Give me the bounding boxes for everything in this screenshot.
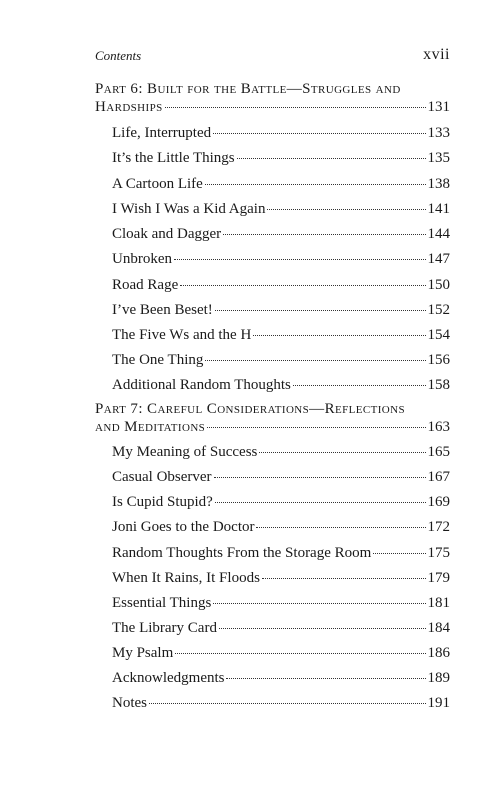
dot-leader — [293, 385, 426, 386]
part-heading — [95, 80, 450, 116]
dot-leader — [262, 578, 426, 579]
toc-entry — [112, 124, 450, 142]
entry-page-number: 133 — [427, 125, 450, 141]
toc-entry — [112, 443, 450, 461]
dot-leader — [256, 527, 425, 528]
dot-leader — [174, 259, 426, 260]
page-number: xvii — [423, 46, 450, 63]
toc-entry — [112, 225, 450, 243]
toc-entry — [112, 175, 450, 193]
entry-page-number: 184 — [427, 620, 450, 636]
dot-leader — [267, 209, 425, 210]
toc-entry — [112, 149, 450, 167]
dot-leader — [149, 703, 426, 704]
entry-title: Unbroken — [112, 251, 172, 267]
dot-leader — [237, 158, 426, 159]
entry-page-number: 165 — [427, 444, 450, 460]
entry-page-number: 167 — [427, 469, 450, 485]
dot-leader — [205, 360, 425, 361]
toc-entry — [112, 619, 450, 637]
toc-entry — [112, 200, 450, 218]
entry-title: Is Cupid Stupid? — [112, 494, 213, 510]
entry-title: Joni Goes to the Doctor — [112, 519, 255, 535]
toc-entry — [112, 569, 450, 587]
entry-title: Casual Observer — [112, 469, 212, 485]
entry-title: It’s the Little Things — [112, 150, 235, 166]
dot-leader — [226, 678, 425, 679]
entry-page-number: 152 — [427, 302, 450, 318]
entry-page-number: 147 — [427, 251, 450, 267]
entry-title: Additional Random Thoughts — [112, 377, 291, 393]
entry-title: My Meaning of Success — [112, 444, 258, 460]
toc-entry — [112, 351, 450, 369]
toc-entry — [112, 518, 450, 536]
dot-leader — [205, 184, 426, 185]
part-page-number: 163 — [427, 419, 450, 435]
entry-title: The Five Ws and the H — [112, 327, 252, 343]
entry-page-number: 169 — [427, 494, 450, 510]
entry-page-number: 181 — [427, 595, 450, 611]
entry-page-number: 138 — [427, 176, 450, 192]
dot-leader — [213, 603, 425, 604]
entry-title: Life, Interrupted — [112, 125, 212, 141]
entry-page-number: 175 — [427, 545, 450, 561]
toc-entry — [112, 669, 450, 687]
entry-page-number: 154 — [427, 327, 450, 343]
dot-leader — [207, 427, 425, 428]
toc-entry — [112, 376, 450, 394]
entry-title: When It Rains, It Floods — [112, 570, 260, 586]
toc-entry — [112, 694, 450, 712]
entry-title: My Psalm — [112, 645, 174, 661]
running-header — [95, 46, 450, 68]
toc-entry — [112, 644, 450, 662]
dot-leader — [253, 335, 425, 336]
part-title-line: and Meditations — [95, 419, 206, 435]
entry-title: A Cartoon Life — [112, 176, 203, 192]
entry-page-number: 189 — [427, 670, 450, 686]
running-head-title: Contents — [95, 48, 142, 63]
entry-title: The Library Card — [112, 620, 217, 636]
entry-title: I Wish I Was a Kid Again — [112, 201, 266, 217]
dot-leader — [259, 452, 425, 453]
entry-title: Random Thoughts From the Storage Room — [112, 545, 372, 561]
entry-page-number: 135 — [427, 150, 450, 166]
entry-page-number: 186 — [427, 645, 450, 661]
toc-entry — [112, 326, 450, 344]
toc-entry — [112, 301, 450, 319]
entry-title: Acknowledgments — [112, 670, 225, 686]
dot-leader — [373, 553, 425, 554]
entry-title: Essential Things — [112, 595, 212, 611]
entry-page-number: 158 — [427, 377, 450, 393]
entry-title: Notes — [112, 695, 147, 711]
entry-page-number: 156 — [427, 352, 450, 368]
toc-entry — [112, 468, 450, 486]
entry-page-number: 191 — [427, 695, 450, 711]
entry-page-number: 172 — [427, 519, 450, 535]
dot-leader — [223, 234, 425, 235]
part-title-line: Part 7: Careful Considerations—Reflections — [95, 401, 405, 417]
dot-leader — [175, 653, 425, 654]
entry-page-number: 141 — [427, 201, 450, 217]
dot-leader — [219, 628, 426, 629]
toc-entry — [112, 250, 450, 268]
dot-leader — [180, 285, 425, 286]
dot-leader — [213, 133, 425, 134]
entry-page-number: 179 — [427, 570, 450, 586]
toc-entry — [112, 276, 450, 294]
toc-entry — [112, 493, 450, 511]
entry-page-number: 150 — [427, 277, 450, 293]
toc-entry — [112, 594, 450, 612]
dot-leader — [215, 310, 426, 311]
entry-page-number: 144 — [427, 226, 450, 242]
part-page-number: 131 — [427, 99, 450, 115]
toc-entry — [112, 544, 450, 562]
entry-title: Cloak and Dagger — [112, 226, 222, 242]
part-heading — [95, 400, 450, 436]
part-title-line: Hardships — [95, 99, 163, 115]
dot-leader — [215, 502, 426, 503]
dot-leader — [165, 107, 426, 108]
entry-title: I’ve Been Beset! — [112, 302, 213, 318]
part-title-line: Part 6: Built for the Battle—Struggles and — [95, 81, 401, 97]
entry-title: Road Rage — [112, 277, 179, 293]
dot-leader — [214, 477, 426, 478]
entry-title: The One Thing — [112, 352, 204, 368]
